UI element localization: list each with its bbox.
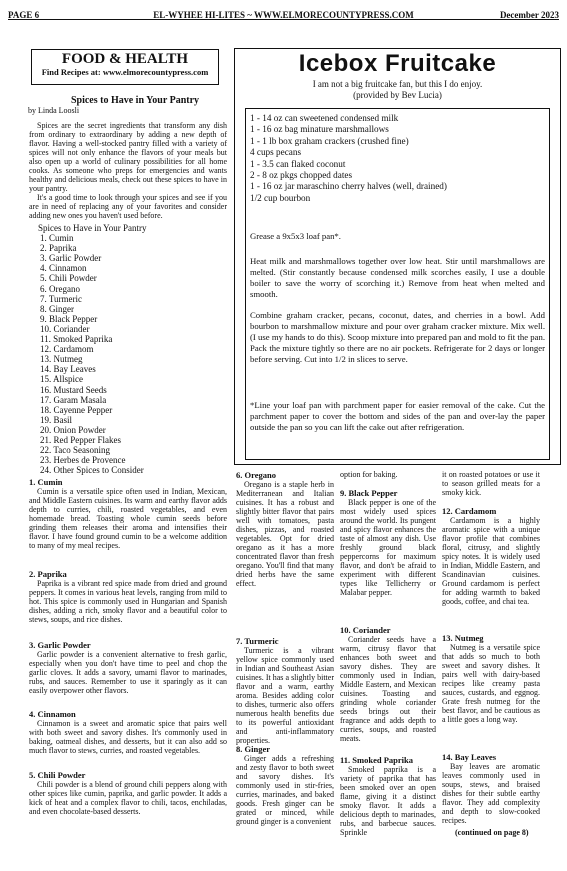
body: Paprika is a vibrant red spice made from dried and ground peppers. It comes in various heat levels, ranging from mild to hot. This spice is commonly used in Hungarian and Spanish dishes, adding a rich, smoky flavor and a beautiful color to stews, soups, and rice dishes. (29, 579, 227, 624)
recipe-grease: Grease a 9x5x3 loaf pan*. (250, 231, 341, 241)
spice-list-item: 16. Mustard Seeds (40, 384, 107, 395)
spice-list-item: 19. Basil (40, 414, 73, 425)
article-intro-2: It's a good time to look through your spices and see if you are in need of replacing any of your favorites and consider adding new ones you haven't used before. (29, 193, 227, 220)
heading: 4. Cinnamon (29, 709, 76, 719)
heading: 12. Cardamom (442, 506, 497, 516)
section-coriander (340, 625, 436, 743)
column-3-top (340, 470, 436, 479)
heading: 9. Black Pepper (340, 488, 398, 498)
continued-text: option for baking. (340, 470, 398, 479)
spice-list-item: 3. Garlic Powder (40, 253, 102, 264)
spice-list-item: 2. Paprika (40, 243, 77, 254)
spice-list (38, 223, 228, 475)
article-byline: by Linda Loosli (28, 106, 80, 115)
article-intro: Spices are the secret ingredients that transform any dish from ordinary to extraordinary by adding a new depth of flavor. Having a well-stocked pantry filled with a variety of spices will not only enhance the flavors of your meals but also open up a world of culinary possibilities for all home cooks. As someone who preps for emergencies and wants healthy and delicious meals, check out these spices to have in your pantry. (29, 121, 227, 193)
recipe-note: *Line your loaf pan with parchment paper for easier removal of the cake. Cut the parchment paper to cover the bottom and sides of the pan and over-lay the paper outside the pan so you can lift the cake out after refrigeration. (250, 400, 545, 432)
section-cumin (29, 477, 227, 550)
spice-list-item: 23. Herbes de Provence (40, 455, 126, 466)
spice-list-item: 22. Taco Seasoning (40, 445, 110, 456)
heading: 14. Bay Leaves (442, 752, 497, 762)
spice-list-item: 21. Red Pepper Flakes (40, 434, 121, 445)
header-rule (8, 19, 559, 20)
spice-list-item: 14. Bay Leaves (40, 364, 96, 375)
ingredient-item: 1 - 16 oz jar maraschino cherry halves (well, drained) (250, 181, 447, 192)
recipe-title: Icebox Fruitcake (298, 50, 497, 77)
intro-column (29, 95, 227, 220)
heading: 1. Cumin (29, 477, 63, 487)
spice-list-item: 9. Black Pepper (40, 313, 98, 324)
heading: 3. Garlic Powder (29, 640, 91, 650)
body: Bay leaves are aromatic leaves commonly used in soups, stews, and braised dishes for their subtle earthy flavor. They add complexity and depth to slow-cooked recipes. (442, 762, 540, 825)
body: Turmeric is a vibrant yellow spice commonly used in Indian and Southeast Asian cuisines. It has a slightly bitter flavor and a warm, earthy aroma. Besides adding color to dishes, turmeric also offers numerous health benefits due to its powerful antioxidant and anti-inflammatory properties. (236, 646, 334, 745)
continued-note: (continued on page 8) (455, 828, 529, 837)
heading: 6. Oregano (236, 470, 276, 480)
section-title: FOOD & HEALTH (61, 51, 189, 67)
section-cardamom (442, 506, 540, 606)
body: Cardamom is a highly aromatic spice with a unique flavor profile that combines floral, citrusy, and slightly spicy notes. It is widely used in Indian, Middle Eastern, and Scandinavian cuisines. Ground cardamom is perfect for adding warmth to baked goods, coffee, and chai tea. (442, 516, 540, 606)
heading: 13. Nutmeg (442, 633, 484, 643)
ingredient-item: 1 - 3.5 can flaked coconut (250, 158, 346, 169)
spice-list-item: 15. Allspice (40, 374, 83, 385)
ingredient-item: 1 - 14 oz can sweetened condensed milk (250, 113, 399, 123)
heading: 2. Paprika (29, 569, 67, 579)
body: Chili powder is a blend of ground chili peppers along with other spices like cumin, paprika, and garlic powder. It adds a kick of heat and a complex flavor to chili, tacos, enchiladas, and even chocolate-based desserts. (29, 780, 227, 816)
section-smoked-paprika (340, 755, 436, 837)
ingredient-item: 1/2 cup bourbon (250, 192, 311, 203)
section-turmeric (236, 636, 334, 745)
section-banner (31, 49, 219, 85)
heading: 8. Ginger (236, 744, 270, 754)
ingredient-item: 2 - 8 oz pkgs chopped dates (250, 170, 353, 181)
recipe-intro (235, 79, 560, 100)
page-number: PAGE 6 (8, 10, 40, 20)
spice-list-item: 6. Oregano (40, 283, 80, 294)
spice-list-item: 13. Nutmeg (40, 354, 83, 365)
section-chili-powder (29, 770, 227, 816)
spice-list-item: 20. Onion Powder (40, 424, 106, 435)
body: Black pepper is one of the most widely used spices around the world. Its pungent and spicy flavor enhances the taste of almost any dish. Use freshly ground black peppercorns for maximum flavor, and don't be afraid to experiment with different types like Tellicherry or Malabar pepper. (340, 498, 436, 597)
section-nutmeg (442, 633, 540, 724)
spice-list-item: 10. Coriander (40, 323, 90, 334)
ingredient-item: 1 - 16 oz bag minature marshmallows (250, 124, 389, 135)
spice-list-item: 12. Cardamom (40, 344, 94, 355)
page-header (8, 6, 559, 20)
spice-list-item: 17. Garam Masala (40, 394, 107, 405)
body: Cumin is a versatile spice often used in Indian, Mexican, and Middle Eastern cuisines. Its warm and earthy flavor adds depth to curries, chili, roasted vegetables, and even homemade bread. Toasting whole cumin seeds before grinding them releases their aroma and intensifies their flavor. I have found ground cumin to be a welcome addition to many of my meal recipes. (29, 487, 227, 550)
recipe-step-1: Heat milk and marshmallows together over low heat. Stir until marshmallows are melted. (Stir constantly because condensed milk scorches easily, I use a double boiler to save the worry of scorching it.) Remove from heat when melted and smooth. (250, 256, 545, 299)
body: Oregano is a staple herb in Mediterranean and Italian cuisines. It has a robust and slightly bitter flavor that pairs well with tomatoes, pasta dishes, pizzas, and roasted vegetables. Opt for dried oregano as it has a more concentrated flavor than fresh oregano. You'll find that many dried herbs have the same effect. (236, 480, 334, 588)
section-ginger (236, 744, 334, 826)
heading: 5. Chili Powder (29, 770, 86, 780)
spice-list-item: 11. Smoked Paprika (40, 334, 113, 345)
spice-list-item: 1. Cumin (40, 233, 74, 244)
body: Coriander seeds have a warm, citrusy flavor that enhances both sweet and savory dishes. They are commonly used in Indian, Middle Eastern, and Mexican cuisines. Toasting and grinding whole coriander seeds brings out their fragrance and adds depth to curries, soups, and roasted meats. (340, 635, 436, 743)
heading: 10. Coriander (340, 625, 391, 635)
publication-title: EL-WYHEE HI-LITES ~ WWW.ELMORECOUNTYPRESS.COM (153, 10, 414, 20)
body: Smoked paprika is a variety of paprika that has been smoked over an open flame, giving it a distinct smoky flavor. It adds a delicious depth to marinades, rubs, and barbecue sauces. Sprinkle (340, 765, 436, 837)
section-garlic-powder (29, 640, 227, 695)
column-4-top (442, 470, 540, 497)
heading: 11. Smoked Paprika (340, 755, 413, 765)
spice-list-item: 7. Turmeric (40, 293, 83, 304)
ingredient-item: 4 cups pecans (250, 147, 302, 158)
heading: 7. Turmeric (236, 636, 279, 646)
spice-list-item: 5. Chili Powder (40, 273, 97, 284)
spice-list-item: 18. Cayenne Pepper (40, 404, 113, 415)
ingredient-item: 1 - 1 lb box graham crackers (crushed fine) (250, 135, 409, 146)
section-oregano (236, 470, 334, 588)
section-paprika (29, 569, 227, 624)
recipe-intro-line: I am not a big fruitcake fan, but this I do enjoy. (312, 79, 483, 89)
section-bay-leaves (442, 752, 540, 825)
body: Cinnamon is a sweet and aromatic spice that pairs well with both sweet and savory dishes. It's commonly used in baking, oatmeal dishes, and desserts, but it can also add so much flavor to stews, curries, and roasted vegetables. (29, 719, 227, 755)
article-title: Spices to Have in Your Pantry (70, 95, 200, 106)
section-cinnamon (29, 709, 227, 755)
issue-date: December 2023 (499, 10, 559, 20)
body: Garlic powder is a convenient alternative to fresh garlic, especially when you don't have time to peel and chop the garlic cloves. It adds a savory, umami flavor to marinades, rubs, and sauces. Remember to use it sparingly as it can easily overpower other flavors. (29, 650, 227, 695)
body: Nutmeg is a versatile spice that adds so much to both sweet and savory dishes. It pairs well with dairy-based recipes like creamy pasta sauces, custards, and eggnog. Grate fresh nutmeg for the best flavor, and be cautious as a little goes a long way. (442, 643, 540, 724)
recipe-step-2: Combine graham cracker, pecans, coconut, dates, and cherries in a bowl. Add bourbon to marshmallow mixture and pour over graham cracker mixture. Mix well. (I use my hands to do this). Scoop mixture into prepared pan and mold to fit the pan. Pack the mixture tightly so there are no air pockets. Refrigerate for 2 days or longer before serving. Cut into 1/2 in slices to serve. (250, 310, 545, 364)
body: Ginger adds a refreshing and zesty flavor to both sweet and savory dishes. It's commonly used in stir-fries, curries, marinades, and baked goods. Fresh ginger can be grated or minced, while ground ginger is a convenient (236, 754, 334, 826)
spice-list-title: Spices to Have in Your Pantry (38, 223, 147, 233)
section-black-pepper (340, 488, 436, 597)
ingredient-list (250, 113, 545, 204)
spice-list-item: 24. Other Spices to Consider (40, 465, 144, 476)
spice-list-item: 4. Cinnamon (40, 263, 87, 274)
section-subtitle: Find Recipes at: www.elmorecountypress.com (41, 67, 209, 77)
continued-text: it on roasted potatoes or use it to season grilled meats for a smoky kick. (442, 470, 540, 497)
recipe-credit: (provided by Bev Lucia) (353, 89, 442, 100)
spice-list-item: 8. Ginger (40, 303, 74, 314)
